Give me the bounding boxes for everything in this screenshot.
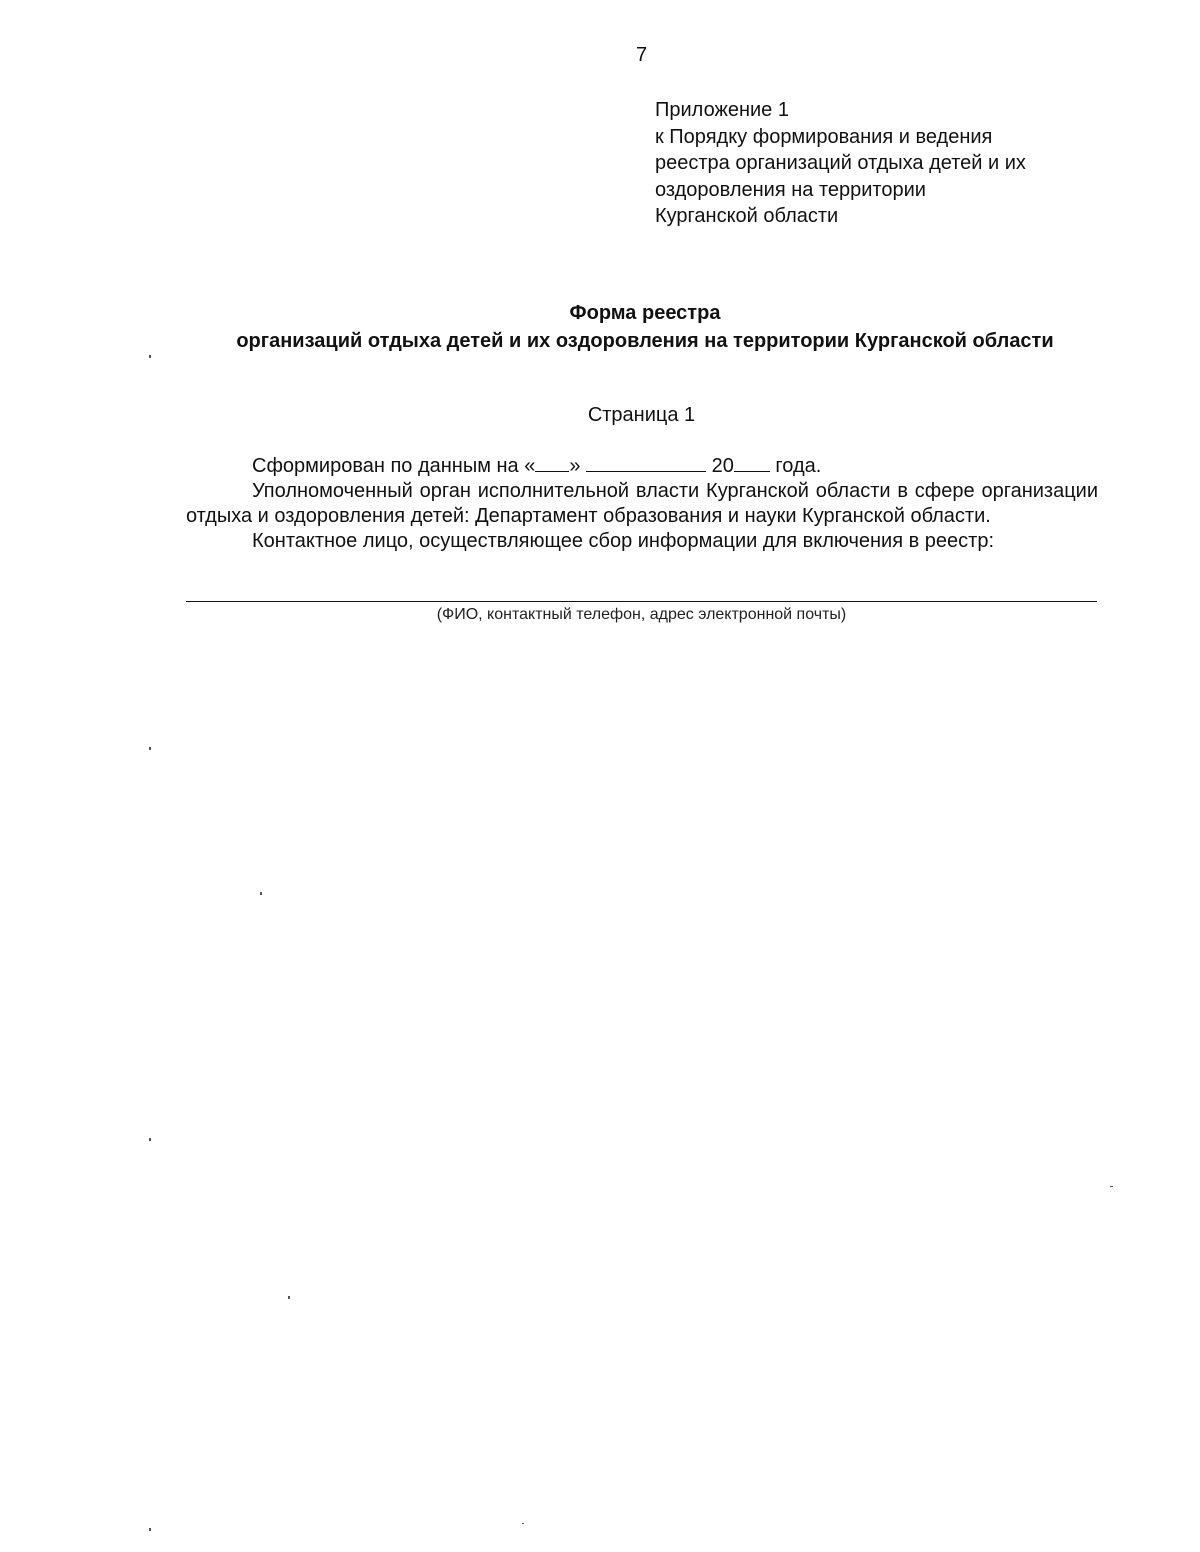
day-blank[interactable]: [535, 453, 569, 472]
scan-speck: [149, 747, 151, 750]
month-blank[interactable]: [586, 453, 706, 472]
year-prefix: 20: [711, 455, 734, 477]
form-title-line2: организаций отдыха детей и их оздоровления на территории Курганской области: [236, 330, 1054, 352]
scan-speck: [1110, 1186, 1113, 1187]
body-text: [186, 453, 1098, 554]
form-title: [150, 299, 1140, 355]
form-title-line1: Форма реестра: [569, 302, 721, 324]
formed-suffix: года.: [775, 455, 822, 477]
year-blank[interactable]: [734, 453, 770, 472]
appendix-line: Приложение 1: [655, 99, 789, 121]
formed-mid: »: [569, 455, 581, 477]
formed-date-line: [186, 453, 1098, 479]
contact-paragraph: Контактное лицо, осуществляющее сбор информации для включения в реестр:: [252, 530, 995, 552]
appendix-line: реестра организаций отдыха детей и их: [655, 152, 1026, 174]
appendix-block: [655, 97, 1135, 230]
scan-speck: [522, 1523, 524, 1524]
appendix-line: к Порядку формирования и ведения: [655, 125, 993, 148]
sheet-label: Страница 1: [587, 404, 696, 426]
scan-speck: [149, 1528, 151, 1531]
appendix-line: Курганской области: [655, 205, 839, 227]
scan-speck: [260, 892, 262, 895]
authority-paragraph: Уполномоченный орган исполнительной власти Курганской области в сфере организации отдыха и оздоровления детей: Департамент образования и науки Курганской области.: [186, 480, 1098, 527]
appendix-line: оздоровления на территории: [655, 178, 926, 201]
scan-speck: [149, 355, 151, 358]
scan-speck: [149, 1138, 151, 1141]
formed-prefix: Сформирован по данным на «: [252, 455, 536, 477]
scan-speck: [288, 1296, 290, 1299]
page-number: 7: [635, 44, 648, 66]
contact-signature-line[interactable]: [186, 601, 1097, 602]
contact-caption: (ФИО, контактный телефон, адрес электронной почты): [436, 606, 847, 623]
